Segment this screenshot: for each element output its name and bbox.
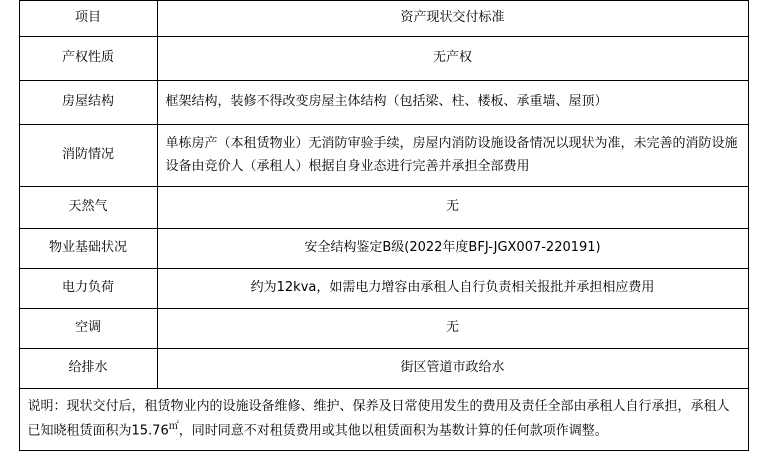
row-value-structure: 框架结构，装修不得改变房屋主体结构（包括梁、柱、楼板、承重墙、屋顶） [157,81,748,125]
row-value-project: 资产现状交付标准 [157,1,748,37]
row-value-air-conditioning: 无 [157,309,748,349]
row-label-fire-safety: 消防情况 [19,125,157,187]
row-value-water-supply: 街区管道市政给水 [157,349,748,389]
row-value-power-load: 约为12kva，如需电力增容由承租人自行负责相关报批并承担相应费用 [157,269,748,309]
table-row [19,37,748,81]
table-row [19,81,748,125]
row-label-structure: 房屋结构 [19,81,157,125]
note-cell [19,389,748,451]
row-value-natural-gas: 无 [157,187,748,229]
table-row [19,309,748,349]
row-label-air-conditioning: 空调 [19,309,157,349]
row-label-power-load: 电力负荷 [19,269,157,309]
row-value-property-condition: 安全结构鉴定B级(2022年度BFJ-JGX007-220191) [157,229,748,269]
table-row [19,187,748,229]
row-value-fire-safety: 单栋房产（本租赁物业）无消防审验手续，房屋内消防设施设备情况以现状为准，未完善的消防设施设备由竞价人（承租人）根据自身业态进行完善并承担全部费用 [157,125,748,187]
row-label-property-condition: 物业基础状况 [19,229,157,269]
row-label-ownership: 产权性质 [19,37,157,81]
table-row [19,269,748,309]
row-label-water-supply: 给排水 [19,349,157,389]
table-row [19,1,748,37]
table-row [19,229,748,269]
table-row [19,125,748,187]
row-label-project: 项目 [19,1,157,37]
table-row-note [19,389,748,451]
note-suffix-text: ，同时同意不对租赁费用或其他以租赁面积为基数计算的任何款项作调整。 [178,423,608,439]
row-value-ownership: 无产权 [157,37,748,81]
table-row [19,349,748,389]
row-label-natural-gas: 天然气 [19,187,157,229]
asset-delivery-standard-table [19,0,749,451]
note-unit-text: ㎡ [168,421,179,433]
note-prefix-text: 说明：现状交付后，租赁物业内的设施设备维修、维护、保养及日常使用发生的费用及责任全部由承租人自行承担，承租人已知晓租赁面积为15.76 [27,399,730,439]
